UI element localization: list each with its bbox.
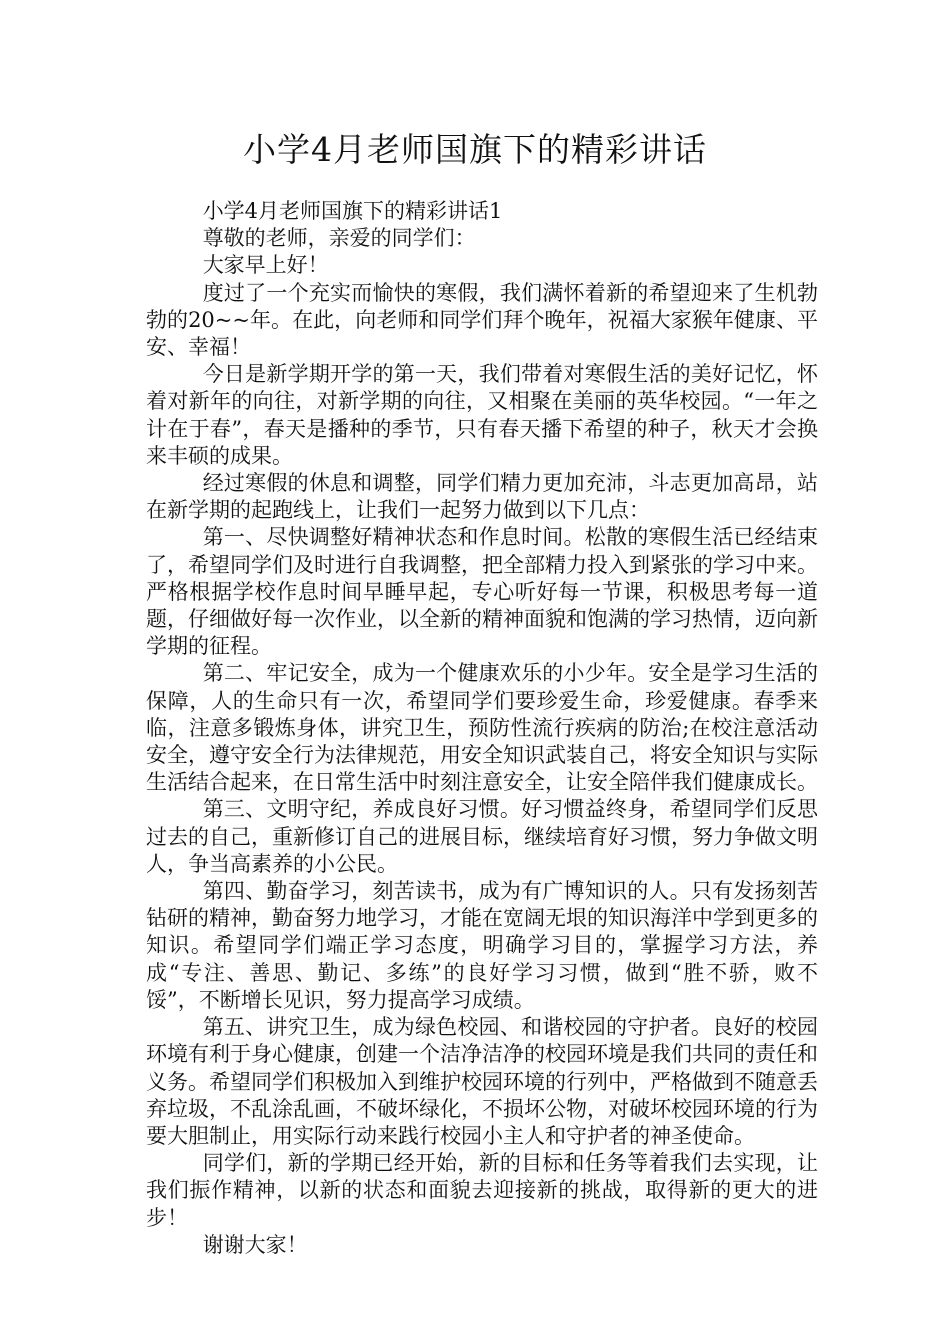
document-title: 小学4月老师国旗下的精彩讲话 [243,130,707,169]
paragraph-point-2: 第二、牢记安全，成为一个健康欢乐的小少年。安全是学习生活的保障，人的生命只有一次，希望同学们要珍爱生命，珍爱健康。春季来临，注意多锻炼身体，讲究卫生，预防性流行疾病的防治;在校注意活动安全，遵守安全行为法律规范，用安全知识武装自己，将安全知识与实际生活结合起来，在日常生活中时刻注意安全，让安全陪伴我们健康成长。 [146,661,818,795]
paragraph-thanks: 谢谢大家！ [202,1232,308,1257]
paragraph-closing: 同学们，新的学期已经开始，新的目标和任务等着我们去实现，让我们振作精神，以新的状态和面貌去迎接新的挑战，取得新的更大的进步！ [146,1151,818,1230]
document-body [146,198,818,1259]
paragraph-greeting: 大家早上好！ [202,253,329,278]
paragraph-points-intro: 经过寒假的休息和调整，同学们精力更加充沛，斗志更加高昂，站在新学期的起跑线上，让我们一起努力做到以下几点： [146,471,818,523]
paragraph-salutation: 尊敬的老师，亲爱的同学们： [202,226,476,251]
paragraph-point-5: 第五、讲究卫生，成为绿色校园、和谐校园的守护者。良好的校园环境有利于身心健康，创建一个洁净洁净的校园环境是我们共同的责任和义务。希望同学们积极加入到维护校园环境的行列中，严格做到不随意丢弃垃圾，不乱涂乱画，不破坏绿化，不损坏公物，对破坏校园环境的行为要大胆制止，用实际行动来践行校园小主人和守护者的神圣使命。 [146,1015,818,1148]
paragraph-point-4: 第四、勤奋学习，刻苦读书，成为有广博知识的人。只有发扬刻苦钻研的精神，勤奋努力地学习，才能在宽阔无垠的知识海洋中学到更多的知识。希望同学们端正学习态度，明确学习目的，掌握学习方法，养成“专注、善思、勤记、多练”的良好学习习惯，做到“胜不骄，败不馁”，不断增长见识，努力提高学习成绩。 [146,879,818,1012]
paragraph-new-term: 今日是新学期开学的第一天，我们带着对寒假生活的美好记忆，怀着对新年的向往，对新学期的向往，又相聚在美丽的英华校园。“一年之计在于春”，春天是播种的季节，只有春天播下希望的种子，秋天才会换来丰硕的成果。 [146,362,818,468]
paragraph-intro: 度过了一个充实而愉快的寒假，我们满怀着新的希望迎来了生机勃勃的20~~年。在此，向老师和同学们拜个晚年，祝福大家猴年健康、平安、幸福！ [146,280,818,360]
paragraph-point-1: 第一、尽快调整好精神状态和作息时间。松散的寒假生活已经结束了，希望同学们及时进行自我调整，把全部精力投入到紧张的学习中来。严格根据学校作息时间早睡早起，专心听好每一节课，积极思考每一道题，仔细做好每一次作业，以全新的精神面貌和饱满的学习热情，迈向新学期的征程。 [146,525,818,659]
paragraph-point-3: 第三、文明守纪，养成良好习惯。好习惯益终身，希望同学们反思过去的自己，重新修订自己的进展目标，继续培育好习惯，努力争做文明人，争当高素养的小公民。 [146,797,818,876]
paragraph-subtitle: 小学4月老师国旗下的精彩讲话1 [202,199,503,223]
